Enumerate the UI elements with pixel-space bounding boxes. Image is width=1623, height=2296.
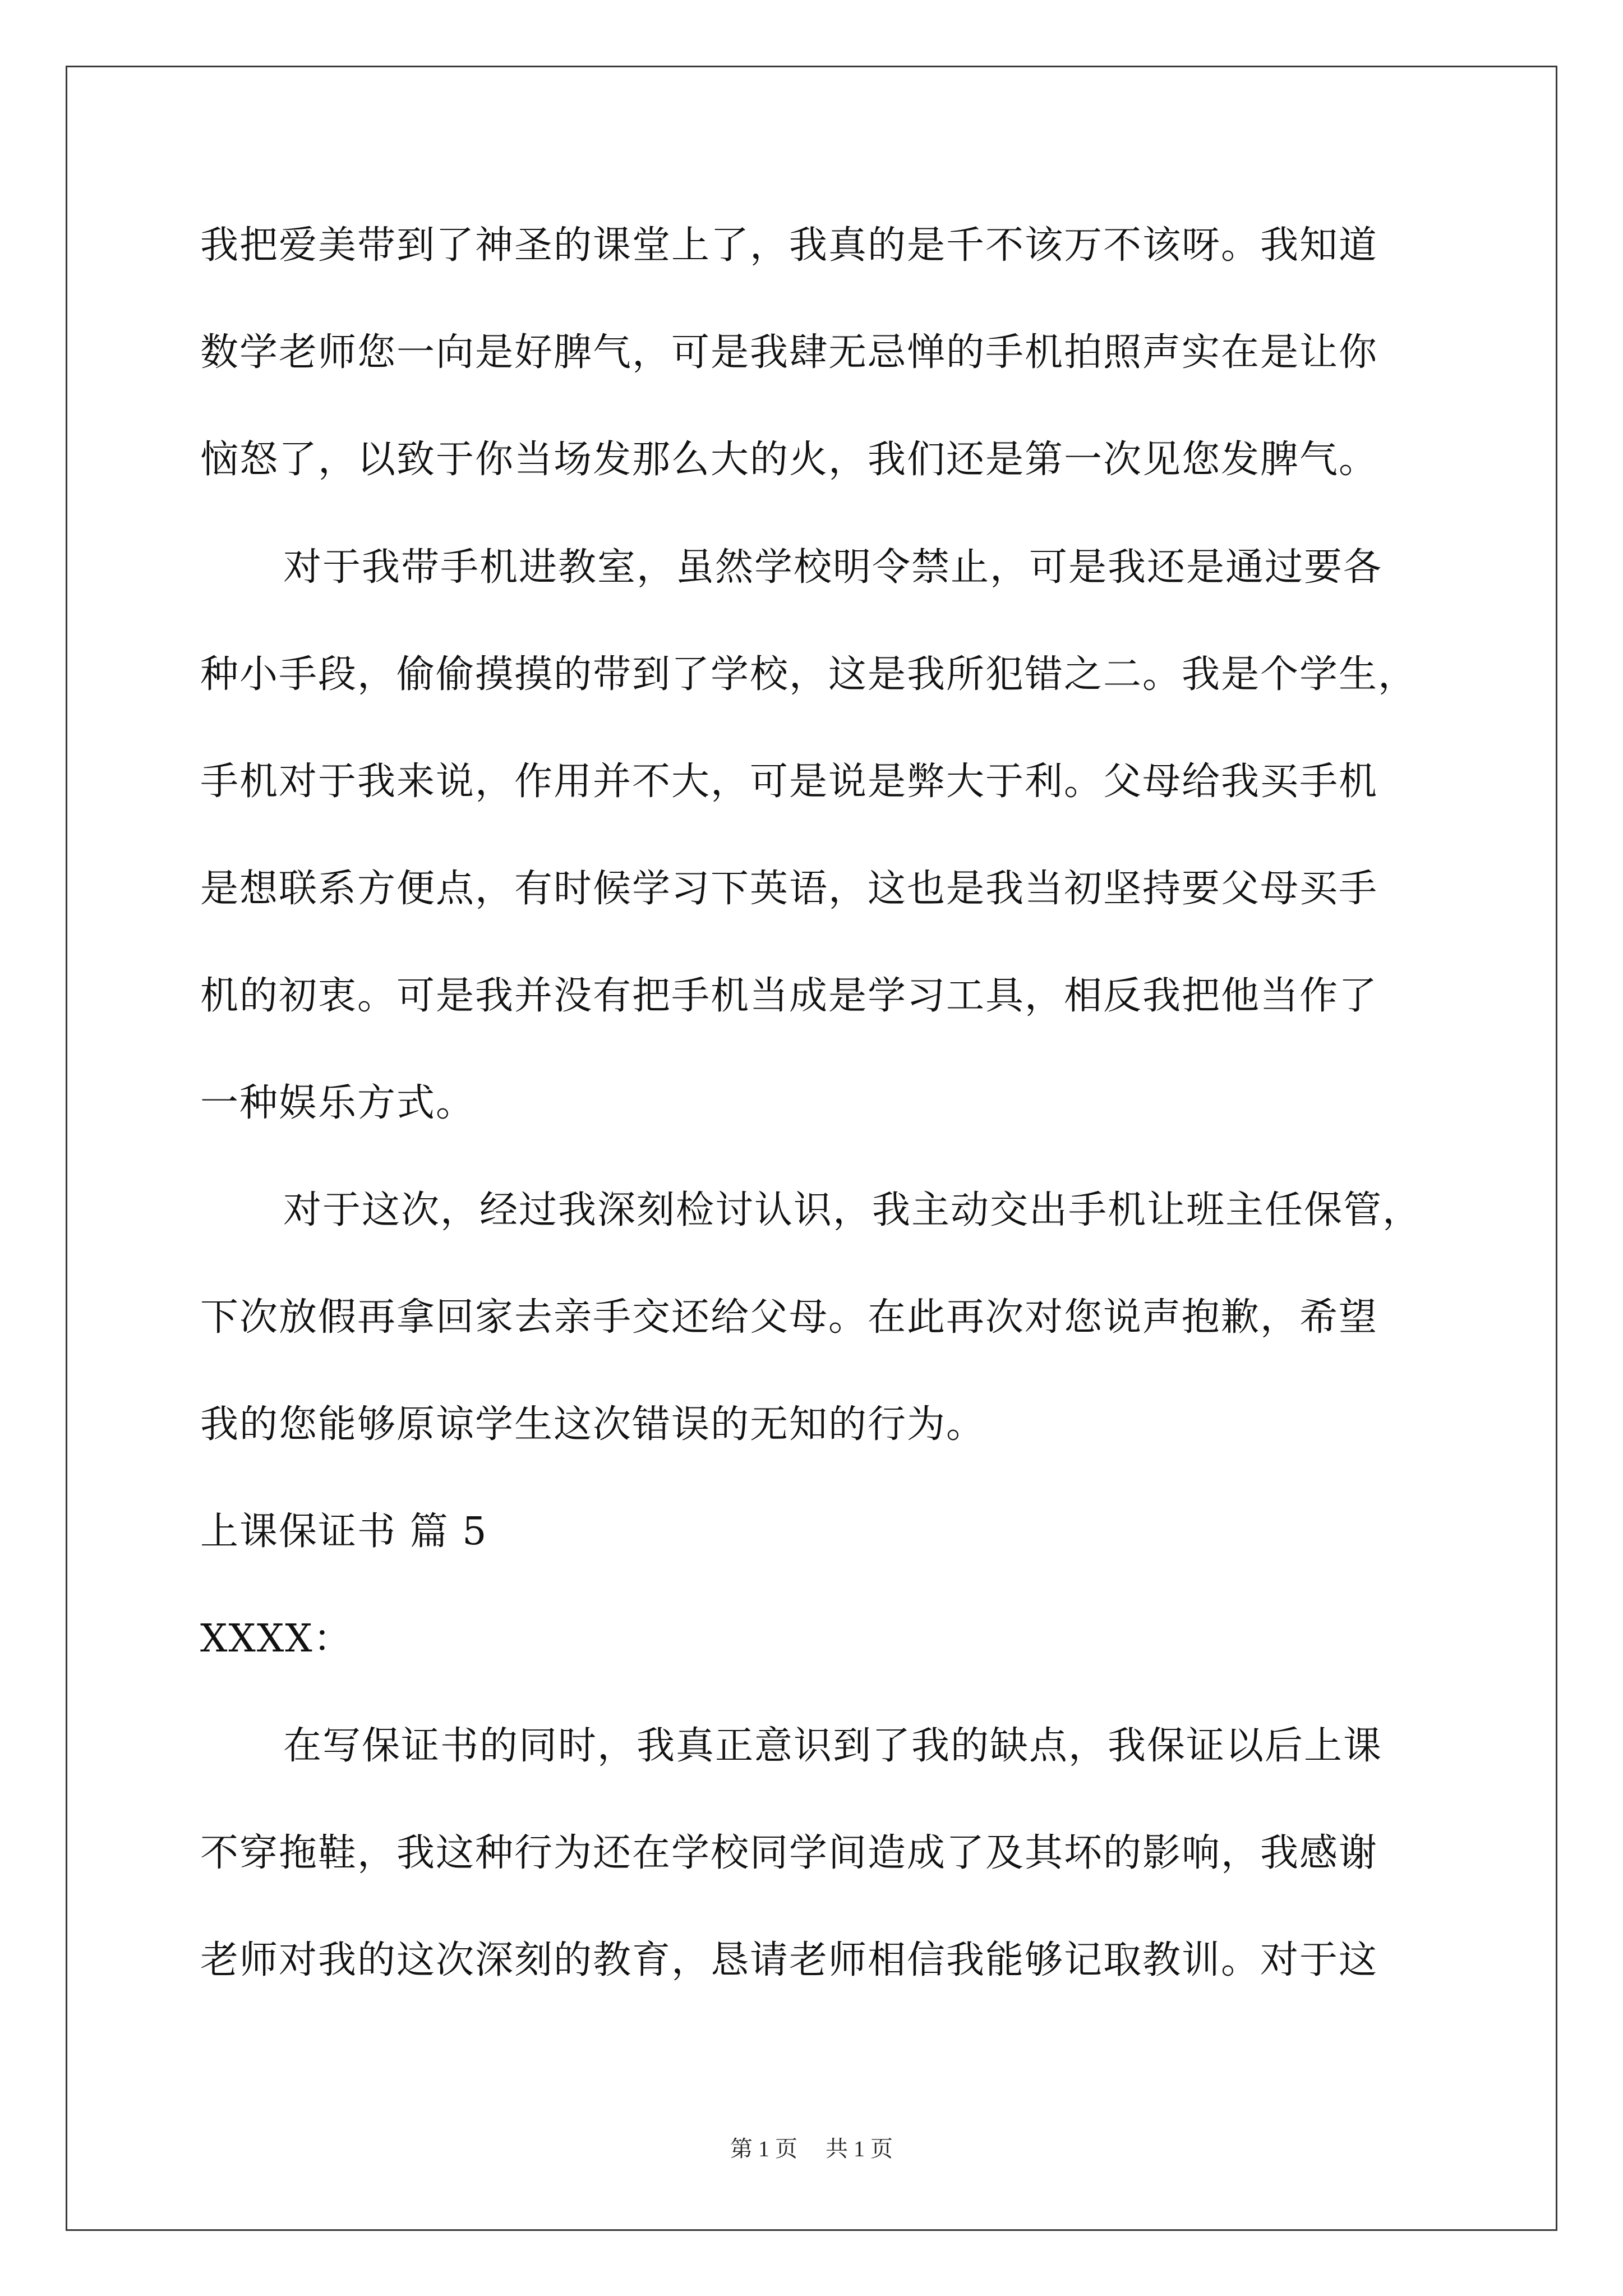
- paragraph-3-line-3: 我的您能够原谅学生这次错误的无知的行为。: [200, 1402, 986, 1447]
- paragraph-4-line-2: 不穿拖鞋，我这种行为还在学校同学间造成了及其坏的影响，我感谢: [200, 1831, 1378, 1875]
- page-footer: [0, 2135, 1623, 2163]
- paragraph-2-line-5: 机的初衷。可是我并没有把手机当成是学习工具，相反我把他当作了: [200, 974, 1378, 1018]
- paragraph-2-line-6: 一种娱乐方式。: [200, 1081, 476, 1125]
- paragraph-4-line-3: 老师对我的这次深刻的教育，恳请老师相信我能够记取教训。对于这: [200, 1938, 1378, 1982]
- paragraph-1-line-2: 数学老师您一向是好脾气，可是我肆无忌惮的手机拍照声实在是让你: [200, 330, 1378, 375]
- paragraph-2-line-3: 手机对于我来说，作用并不大，可是说是弊大于利。父母给我买手机: [200, 760, 1378, 804]
- section-heading: 上课保证书 篇 5: [200, 1510, 488, 1554]
- paragraph-4-line-1: 在写保证书的同时，我真正意识到了我的缺点，我保证以后上课: [283, 1724, 1383, 1768]
- paragraph-3-line-1: 对于这次，经过我深刻检讨认识，我主动交出手机让班主任保管，: [283, 1188, 1422, 1232]
- paragraph-2-line-2: 种小手段，偷偷摸摸的带到了学校，这是我所犯错之二。我是个学生，: [200, 652, 1418, 697]
- paragraph-2-line-4: 是想联系方便点，有时候学习下英语，这也是我当初坚持要父母买手: [200, 867, 1378, 911]
- paragraph-2-line-1: 对于我带手机进教室，虽然学校明令禁止，可是我还是通过要各: [283, 545, 1383, 590]
- paragraph-3-line-2: 下次放假再拿回家去亲手交还给父母。在此再次对您说声抱歉，希望: [200, 1295, 1378, 1340]
- page-number: 第 1 页: [730, 2136, 797, 2161]
- paragraph-1-line-3: 恼怒了，以致于你当场发那么大的火，我们还是第一次见您发脾气。: [200, 438, 1378, 482]
- salutation: XXXX：: [200, 1617, 353, 1661]
- page-border: [66, 66, 1557, 2231]
- page-total: 共 1 页: [826, 2136, 893, 2161]
- paragraph-1-line-1: 我把爱美带到了神圣的课堂上了，我真的是千不该万不该呀。我知道: [200, 223, 1378, 268]
